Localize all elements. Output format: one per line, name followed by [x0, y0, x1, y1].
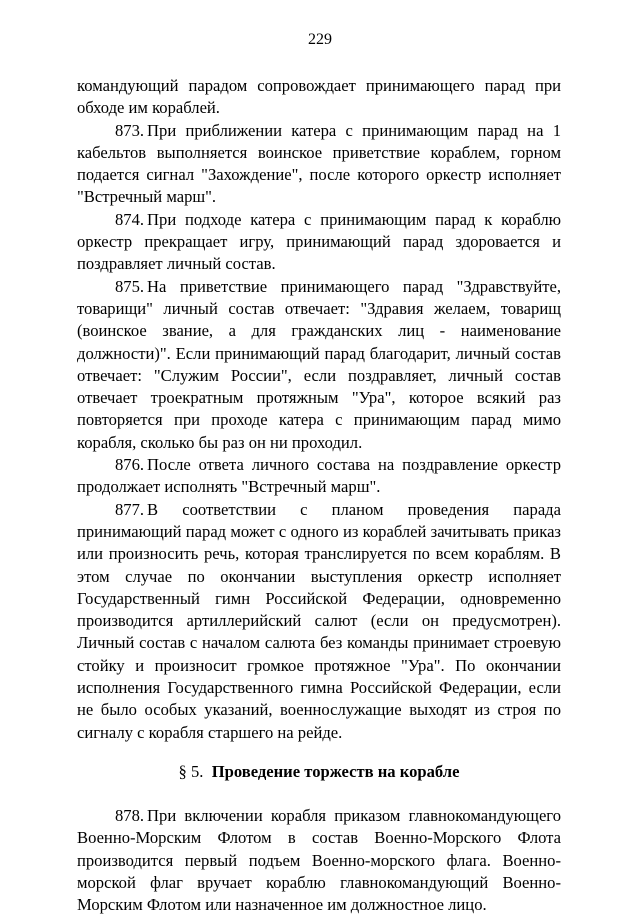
paragraph-874 [77, 209, 561, 276]
paragraph-text: После ответа личного состава на поздравление оркестр продолжает исполнять "Встречный марш". [77, 455, 561, 497]
paragraph-number: 877. [115, 499, 145, 519]
section-title: Проведение торжеств на корабле [211, 761, 460, 781]
paragraph-number: 874. [115, 209, 145, 229]
paragraph-876 [77, 454, 561, 499]
paragraph-number: 876. [115, 455, 145, 475]
paragraph-text: При подходе катера с принимающим парад к кораблю оркестр прекращает игру, принимающий парад здоровается и поздравляет личный состав. [77, 209, 561, 274]
paragraph-text: командующий парадом сопровождает принимающего парад при обходе им кораблей. [77, 76, 561, 118]
paragraph-number: 878. [115, 805, 145, 825]
paragraph-text: В соответствии с планом проведения парада принимающий парад может с одного из кораблей зачитывать приказ или произносить речь, которая транслируется по всем кораблям. В этом случае по окончании выступления оркестр исполняет Государственный гимн Российской Федерации, одновременно производится артиллерийский салют (если он предусмотрен). Личный состав с началом салюта без команды принимает строевую стойку и произносит громкое протяжное "Ура". По окончании исполнения Государственного гимна Российской Федерации, если не было особых указаний, военнослужащие выходят из строя по сигналу с корабля старшего на рейде. [77, 499, 561, 742]
paragraph-text: При приближении катера с принимающим парад на 1 кабельтов выполняется воинское приветствие кораблем, горном подается сигнал "Захождение", после которого оркестр исполняет "Встречный марш". [77, 120, 561, 207]
paragraph-text: При включении корабля приказом главнокомандующего Военно-Морским Флотом в состав Военно-Морского Флота производится первый подъем Военно-морского флага. Военно-морской флаг вручает кораблю главнокомандующий Военно-Морским Флотом или назначенное им должностное лицо. [77, 805, 561, 915]
page-number: 229 [308, 31, 332, 48]
section-heading [77, 761, 561, 783]
paragraph-text: На приветствие принимающего парад "Здравствуйте, товарищи" личный состав отвечает: "Здравия желаем, товарищ (воинское звание, а для гражданских лиц - наименование должности)". Если принимающий парад благодарит, личный состав отвечает: "Служим России", если поздравляет, личный состав отвечает троекратным протяжным "Ура", которое всякий раз повторяется при проходе катера с принимающим парад мимо корабля, сколько бы раз он ни проходил. [77, 276, 561, 452]
paragraph-877 [77, 499, 561, 744]
document-body [77, 75, 561, 916]
paragraph-878 [77, 805, 561, 916]
paragraph-873 [77, 120, 561, 209]
paragraph-continuation [77, 75, 561, 120]
paragraph-875 [77, 276, 561, 454]
paragraph-number: 873. [115, 120, 145, 140]
paragraph-number: 875. [115, 276, 145, 296]
section-marker: § 5. [178, 761, 204, 781]
